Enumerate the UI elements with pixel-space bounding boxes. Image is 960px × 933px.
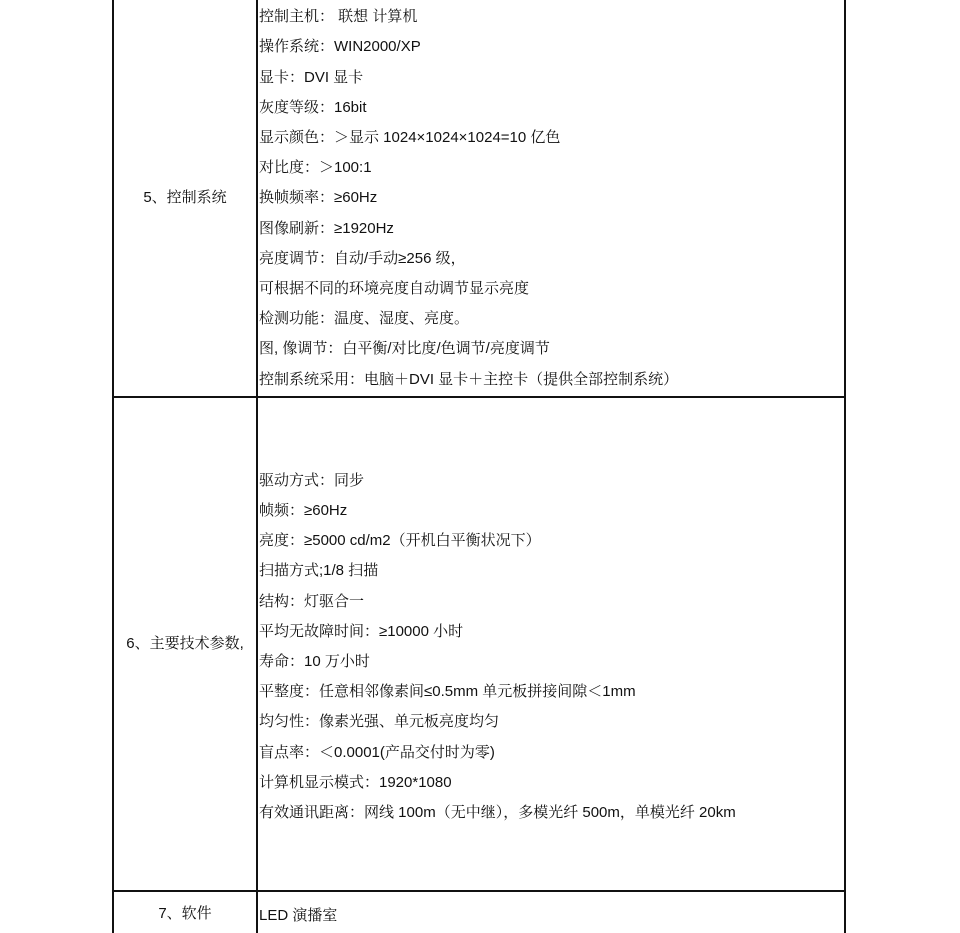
spec-line: 显卡：DVI 显卡 <box>259 68 364 86</box>
spec-line: 亮度：≥5000 cd/m2（开机白平衡状况下） <box>259 532 541 550</box>
spec-line: 显示颜色：＞显示 1024×1024×1024=10 亿色 <box>259 129 561 147</box>
table-row-software <box>113 891 845 933</box>
spec-line: 图像刷新：≥1920Hz <box>259 219 394 237</box>
spec-line: 控制系统采用：电脑＋DVI 显卡＋主控卡（提供全部控制系统） <box>259 370 679 388</box>
row-content <box>257 397 845 891</box>
row-label: 5、控制系统 <box>113 0 257 397</box>
spec-table <box>112 0 846 933</box>
spec-line: LED 演播室 <box>259 907 338 924</box>
spec-line: 均匀性：像素光强、单元板亮度均匀 <box>259 713 500 731</box>
table-row-tech-params <box>113 397 845 891</box>
spec-line: 寿命：10 万小时 <box>259 653 370 670</box>
spec-line: 操作系统：WIN2000/XP <box>259 38 421 56</box>
row-content <box>257 0 845 397</box>
spec-line: 控制主机： 联想 计算机 <box>259 8 418 26</box>
spec-line: 帧频：≥60Hz <box>259 502 348 520</box>
spec-line: 有效通讯距离：网线 100m（无中继），多模光纤 500m，单模光纤 20km <box>259 803 736 821</box>
spec-line: 平整度：任意相邻像素间≤0.5mm 单元板拼接间隙＜1mm <box>259 683 636 701</box>
spec-line: 灰度等级：16bit <box>259 98 367 116</box>
spec-line: 可根据不同的环境亮度自动调节显示亮度 <box>259 279 530 297</box>
spec-line: 盲点率：＜0.0001(产品交付时为零) <box>259 743 495 761</box>
spec-line: 换帧频率：≥60Hz <box>259 189 378 207</box>
table-row-control-system <box>113 0 845 397</box>
row-content <box>257 891 845 933</box>
spec-line: 亮度调节：自动/手动≥256 级， <box>259 249 466 267</box>
spec-line: 检测功能：温度、湿度、亮度。 <box>259 310 470 328</box>
spec-line: 结构：灯驱合一 <box>259 592 365 610</box>
spec-line: 对比度：＞100:1 <box>259 159 372 177</box>
spec-line: 平均无故障时间：≥10000 小时 <box>259 622 464 640</box>
row-label: 7、软件 <box>113 891 257 933</box>
row-label: 6、主要技术参数, <box>113 397 257 891</box>
spec-line: 扫描方式;1/8 扫描 <box>259 562 379 580</box>
spec-line: 图, 像调节：白平衡/对比度/色调节/亮度调节 <box>259 340 550 358</box>
spec-line: 计算机显示模式：1920*1080 <box>259 773 452 791</box>
spec-line: 驱动方式：同步 <box>259 471 365 489</box>
